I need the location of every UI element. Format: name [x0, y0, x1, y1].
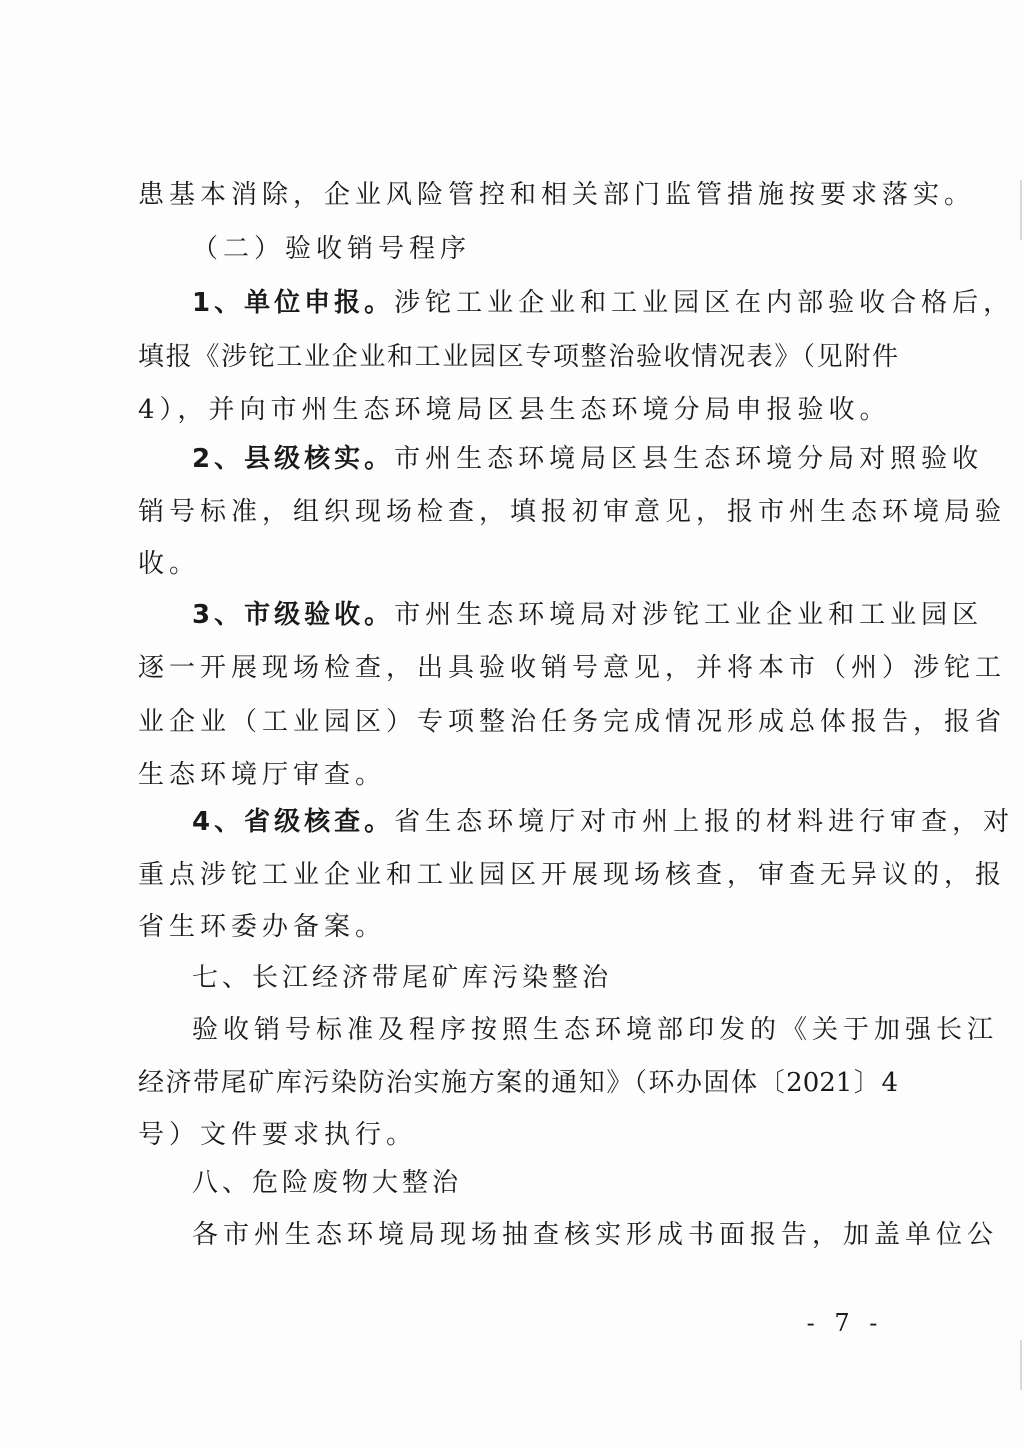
line-text: 填报《涉铊工业企业和工业园区专项整治验收情况表》（见附件	[138, 342, 898, 372]
line-text: 七、长江经济带尾矿库污染整治	[192, 963, 613, 993]
step-title: 1、单位申报。	[192, 288, 395, 318]
step-title: 4、省级核查。	[192, 807, 395, 837]
line-text: 经济带尾矿库污染防治实施方案的通知》（环办固体〔2021〕4	[138, 1068, 898, 1098]
paragraph-line	[138, 758, 898, 792]
paragraph-line	[192, 598, 984, 632]
line-text: （二）验收销号程序	[192, 234, 472, 264]
paragraph-line	[138, 858, 1007, 892]
paragraph-line	[192, 1218, 999, 1252]
scan-edge-mark	[1020, 180, 1022, 240]
paragraph-line	[138, 910, 898, 944]
line-text: 患基本消除，企业风险管控和相关部门监管措施按要求落实。	[138, 180, 976, 210]
line-text: 重点涉铊工业企业和工业园区开展现场核查，审查无异议的，报	[138, 860, 1007, 890]
paragraph-line	[138, 651, 1007, 685]
line-text: 涉铊工业企业和工业园区在内部验收合格后，	[394, 288, 1015, 318]
line-text: 验收销号标准及程序按照生态环境部印发的《关于加强长江	[192, 1015, 999, 1045]
line-text: 业企业（工业园区）专项整治任务完成情况形成总体报告，报省	[138, 707, 1007, 737]
line-text: 生态环境厅审查。	[138, 760, 387, 790]
line-text: 省生态环境厅对市州上报的材料进行审查，对	[394, 807, 1015, 837]
paragraph-line	[192, 286, 1015, 320]
line-text: 逐一开展现场检查，出具验收销号意见，并将本市（州）涉铊工	[138, 653, 1007, 683]
line-text: 八、危险废物大整治	[192, 1168, 463, 1198]
line-text: 省生环委办备案。	[138, 912, 387, 942]
scan-edge-mark	[1020, 1340, 1022, 1390]
section-heading	[192, 1166, 898, 1200]
paragraph-line	[192, 1013, 999, 1047]
step-title: 3、市级验收。	[192, 600, 395, 630]
paragraph-line	[138, 495, 1007, 529]
section-heading	[192, 961, 898, 995]
paragraph-line	[138, 547, 898, 581]
line-text: 市州生态环境局对涉铊工业企业和工业园区	[394, 600, 984, 630]
line-text: 各市州生态环境局现场抽查核实形成书面报告，加盖单位公	[192, 1220, 999, 1250]
step-title: 2、县级核实。	[192, 444, 395, 474]
paragraph-line	[192, 805, 1015, 839]
line-text: 号）文件要求执行。	[138, 1120, 418, 1150]
line-text: 销号标准，组织现场检查，填报初审意见，报市州生态环境局验	[138, 497, 1007, 527]
page-number: - 7 -	[806, 1309, 884, 1337]
paragraph-line	[138, 340, 898, 374]
line-text: 市州生态环境局区县生态环境分局对照验收	[394, 444, 984, 474]
line-text: 收。	[138, 549, 201, 579]
paragraph-line	[192, 442, 984, 476]
section-subheading	[192, 232, 898, 266]
line-text: 4），并向市州生态环境局区县生态环境分局申报验收。	[138, 395, 891, 425]
paragraph-line	[138, 1066, 898, 1100]
paragraph-line	[138, 178, 976, 212]
paragraph-line	[138, 1118, 898, 1152]
paragraph-line	[138, 705, 1007, 739]
paragraph-line	[138, 393, 898, 427]
